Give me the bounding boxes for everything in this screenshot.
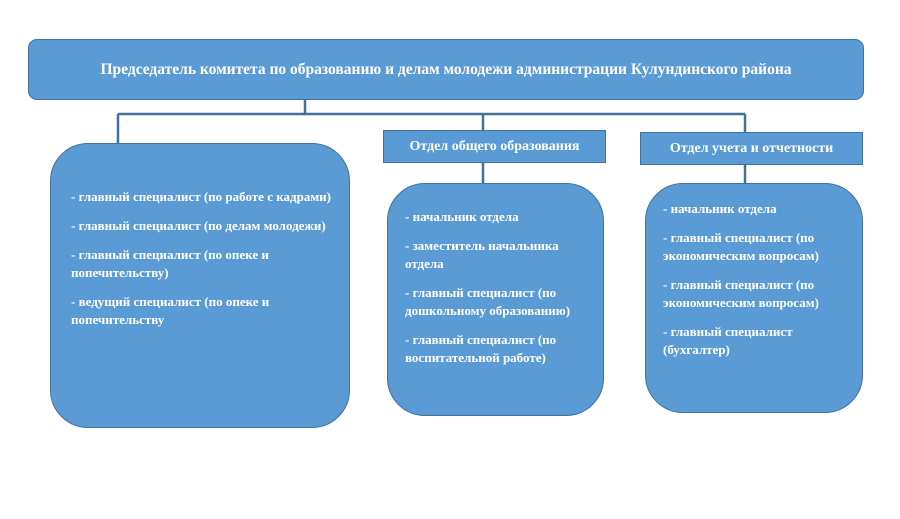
staff-item: - главный специалист (по работе с кадрами) <box>71 189 331 204</box>
department-accounting-header <box>640 132 863 165</box>
staff-item: - заместитель начальника отдела <box>405 238 559 271</box>
chairman-title: Председатель комитета по образованию и делам молодежи администрации Кулундинского района <box>100 60 792 78</box>
staff-item: - главный специалист (бухгалтер) <box>663 324 793 357</box>
department-general-title: Отдел общего образования <box>409 138 580 154</box>
staff-item: - главный специалист (по воспитательной работе) <box>405 332 557 365</box>
staff-item: - начальник отдела <box>405 209 519 224</box>
staff-card-chairman <box>50 143 350 428</box>
staff-item: - ведущий специалист (по опеке и попечительству <box>71 294 270 327</box>
department-general-header <box>383 130 606 163</box>
staff-item: - главный специалист (по делам молодежи) <box>71 218 326 233</box>
staff-item: - главный специалист (по дошкольному образованию) <box>405 285 571 318</box>
staff-item: - главный специалист (по экономическим вопросам) <box>663 230 819 263</box>
staff-item: - начальник отдела <box>663 201 777 216</box>
staff-card-general <box>387 183 604 416</box>
staff-item: - главный специалист (по опеке и попечительству) <box>71 247 269 280</box>
department-accounting-title: Отдел учета и отчетности <box>669 140 834 156</box>
chairman-box <box>28 39 864 100</box>
staff-item: - главный специалист (по экономическим вопросам) <box>663 277 819 310</box>
staff-card-accounting <box>645 183 863 413</box>
